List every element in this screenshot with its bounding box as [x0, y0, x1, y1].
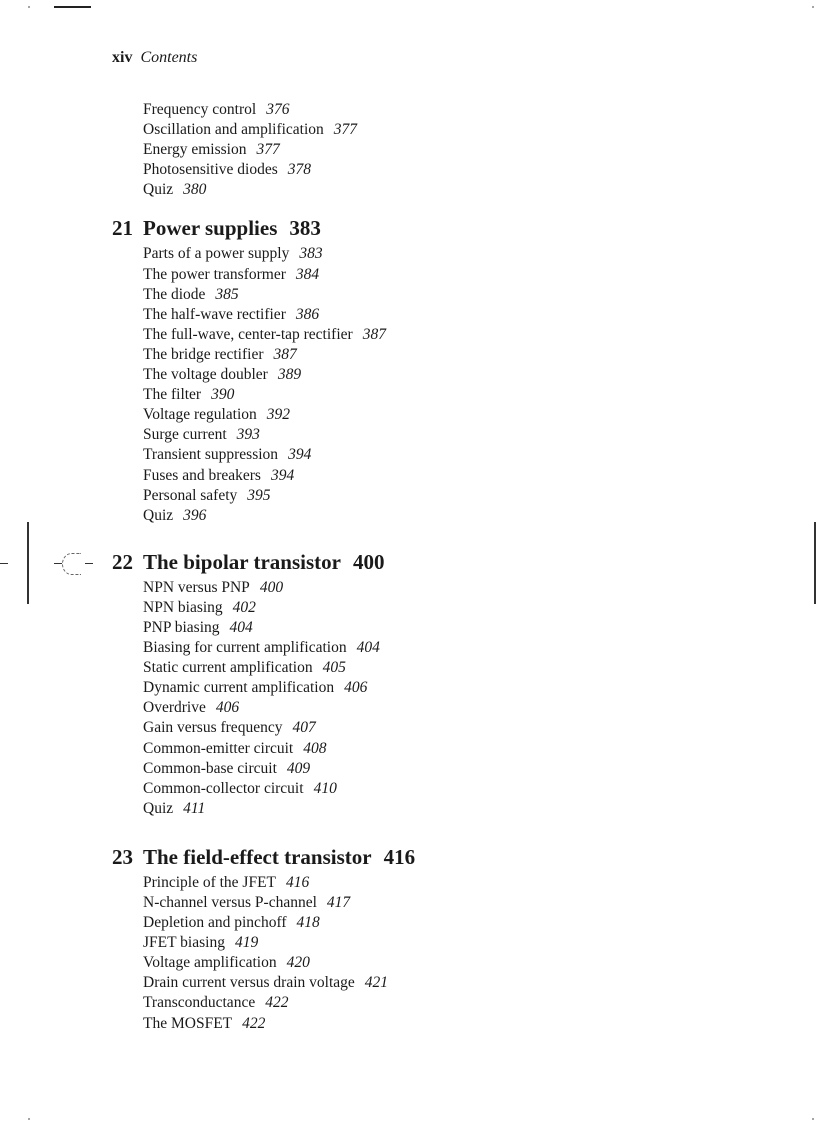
entry-page: 419: [234, 934, 259, 952]
entry-page: 408: [303, 739, 327, 757]
toc-entry[interactable]: [143, 678, 772, 698]
chapter-heading[interactable]: [112, 547, 772, 578]
toc-entry[interactable]: [143, 140, 772, 160]
entry-page: 421: [364, 974, 389, 992]
entry-page: 418: [296, 914, 320, 932]
entry-page: 422: [242, 1014, 266, 1032]
registration-dash: [0, 563, 8, 564]
entry-title: Biasing for current amplification: [143, 639, 347, 657]
entry-title: Fuses and breakers: [143, 466, 261, 484]
chapter-title: Power supplies: [143, 216, 278, 241]
toc-entry[interactable]: [143, 466, 772, 486]
toc-entry[interactable]: [143, 506, 772, 526]
toc-entry[interactable]: [143, 598, 772, 618]
entry-title: Quiz: [143, 181, 174, 199]
registration-mark-icon: [62, 553, 81, 575]
toc-entry[interactable]: [143, 405, 772, 425]
toc-entry[interactable]: [143, 1014, 772, 1034]
entry-title: Quiz: [143, 506, 174, 524]
entry-title: The full-wave, center-tap rectifier: [143, 325, 353, 343]
entry-page: 380: [183, 181, 207, 199]
toc-entry[interactable]: [143, 638, 772, 658]
chapter-number: 21: [112, 216, 133, 241]
toc-entry[interactable]: [143, 953, 772, 973]
toc-entry[interactable]: [143, 618, 772, 638]
toc-entry[interactable]: [143, 100, 772, 120]
running-header: [112, 49, 197, 67]
toc-entry[interactable]: [143, 913, 772, 933]
entry-title: JFET biasing: [143, 934, 225, 952]
corner-mark: [28, 1118, 30, 1120]
chapter-number: 23: [112, 844, 133, 869]
entry-title: Transconductance: [143, 994, 256, 1012]
entry-page: 406: [215, 699, 240, 717]
toc-entry[interactable]: [143, 486, 772, 506]
entry-title: Surge current: [143, 426, 227, 444]
entry-title: NPN biasing: [143, 598, 223, 616]
toc-entry[interactable]: [143, 265, 772, 285]
entry-title: The MOSFET: [143, 1014, 233, 1032]
toc-entry[interactable]: [143, 325, 772, 345]
entry-page: 400: [259, 578, 284, 596]
binding-mark-left: [27, 522, 29, 604]
entry-title: Drain current versus drain voltage: [143, 974, 355, 992]
chapter-page: 400: [352, 549, 385, 574]
entry-title: Common-collector circuit: [143, 779, 304, 797]
entry-title: Common-base circuit: [143, 759, 277, 777]
chapter-heading[interactable]: [112, 213, 772, 244]
toc-entry[interactable]: [143, 698, 772, 718]
entry-title: Overdrive: [143, 699, 206, 717]
entry-title: Parts of a power supply: [143, 245, 290, 263]
toc-entry[interactable]: [143, 873, 772, 893]
toc-entry[interactable]: [143, 759, 772, 779]
table-of-contents: [112, 100, 772, 1034]
entry-title: N-channel versus P-channel: [143, 894, 317, 911]
entry-page: 385: [215, 285, 239, 303]
entry-title: NPN versus PNP: [143, 578, 250, 596]
entry-page: 394: [270, 466, 295, 484]
entry-title: The power transformer: [143, 265, 286, 283]
toc-entry[interactable]: [143, 799, 772, 819]
corner-mark: [812, 1118, 814, 1120]
entry-title: The half-wave rectifier: [143, 305, 286, 323]
entry-page: 383: [299, 245, 323, 263]
entry-title: Quiz: [143, 799, 174, 817]
chapter-number: 22: [112, 549, 133, 574]
entry-page: 405: [322, 659, 346, 677]
entry-page: 390: [211, 386, 235, 404]
entry-title: Depletion and pinchoff: [143, 914, 287, 932]
entry-title: Voltage regulation: [143, 406, 257, 424]
top-rule: [54, 6, 91, 8]
registration-dash: [85, 563, 93, 564]
binding-mark-right: [814, 522, 816, 604]
entry-title: Static current amplification: [143, 659, 313, 677]
toc-entry[interactable]: [143, 893, 772, 913]
entry-page: 416: [286, 873, 310, 891]
toc-entry[interactable]: [143, 445, 772, 465]
toc-entry[interactable]: [143, 973, 772, 993]
chapter-page: 383: [289, 216, 321, 241]
entry-page: 417: [326, 894, 351, 911]
toc-entry[interactable]: [143, 779, 772, 799]
toc-entry[interactable]: [143, 385, 772, 405]
entry-page: 377: [256, 141, 280, 159]
entry-title: Principle of the JFET: [143, 873, 277, 891]
toc-entry[interactable]: [143, 718, 772, 738]
entry-title: The bridge rectifier: [143, 345, 264, 363]
entry-title: Personal safety: [143, 486, 238, 504]
entry-page: 404: [356, 639, 380, 657]
entry-title: Gain versus frequency: [143, 719, 283, 737]
toc-entry[interactable]: [143, 993, 772, 1013]
entry-title: The diode: [143, 285, 206, 303]
entry-page: 410: [313, 779, 337, 797]
toc-entry[interactable]: [143, 425, 772, 445]
entry-title: Dynamic current amplification: [143, 679, 335, 697]
toc-entry[interactable]: [143, 180, 772, 200]
entry-title: Voltage amplification: [143, 954, 277, 972]
entry-page: 387: [273, 345, 297, 363]
toc-entry[interactable]: [143, 658, 772, 678]
toc-entry[interactable]: [143, 739, 772, 759]
entry-page: 393: [236, 426, 260, 444]
toc-entry[interactable]: [143, 120, 772, 140]
entry-page: 402: [232, 598, 256, 616]
entry-page: 386: [295, 305, 320, 323]
entry-page: 384: [295, 265, 320, 283]
entry-page: 378: [287, 161, 312, 179]
entry-page: 404: [229, 618, 253, 636]
entry-title: The voltage doubler: [143, 366, 268, 384]
entry-page: 376: [266, 101, 290, 118]
page-folio: xiv: [112, 49, 133, 66]
running-title: Contents: [140, 49, 198, 66]
entry-title: Frequency control: [143, 101, 257, 118]
toc-entry[interactable]: [143, 365, 772, 385]
chapter-title: The field-effect transistor: [143, 844, 372, 869]
entry-title: Common-emitter circuit: [143, 739, 294, 757]
chapter-page: 416: [383, 844, 416, 869]
entry-page: 395: [247, 486, 271, 504]
entry-title: The filter: [143, 386, 202, 404]
toc-entry[interactable]: [143, 933, 772, 953]
entry-page: 396: [183, 506, 207, 524]
toc-entry[interactable]: [143, 160, 772, 180]
entry-page: 377: [333, 121, 358, 139]
entry-page: 389: [277, 366, 302, 384]
entry-page: 392: [266, 406, 291, 424]
entry-page: 422: [265, 994, 289, 1012]
toc-entry[interactable]: [143, 578, 772, 598]
entry-page: 409: [286, 759, 311, 777]
toc-entry[interactable]: [143, 305, 772, 325]
entry-title: Oscillation and amplification: [143, 121, 324, 139]
entry-title: Energy emission: [143, 141, 247, 159]
chapter-heading[interactable]: [112, 842, 772, 873]
corner-mark: [812, 6, 814, 8]
entry-page: 407: [292, 719, 316, 737]
entry-page: 387: [362, 325, 386, 343]
entry-page: 420: [286, 954, 310, 972]
registration-dash: [54, 563, 62, 564]
entry-title: Photosensitive diodes: [143, 161, 278, 179]
corner-mark: [28, 6, 30, 8]
entry-title: Transient suppression: [143, 446, 279, 464]
entry-page: 406: [344, 679, 368, 697]
entry-title: PNP biasing: [143, 618, 220, 636]
toc-entry[interactable]: [143, 244, 772, 264]
entry-page: 411: [183, 799, 206, 817]
entry-page: 394: [288, 446, 312, 464]
toc-entry[interactable]: [143, 285, 772, 305]
toc-entry[interactable]: [143, 345, 772, 365]
chapter-title: The bipolar transistor: [143, 549, 341, 574]
